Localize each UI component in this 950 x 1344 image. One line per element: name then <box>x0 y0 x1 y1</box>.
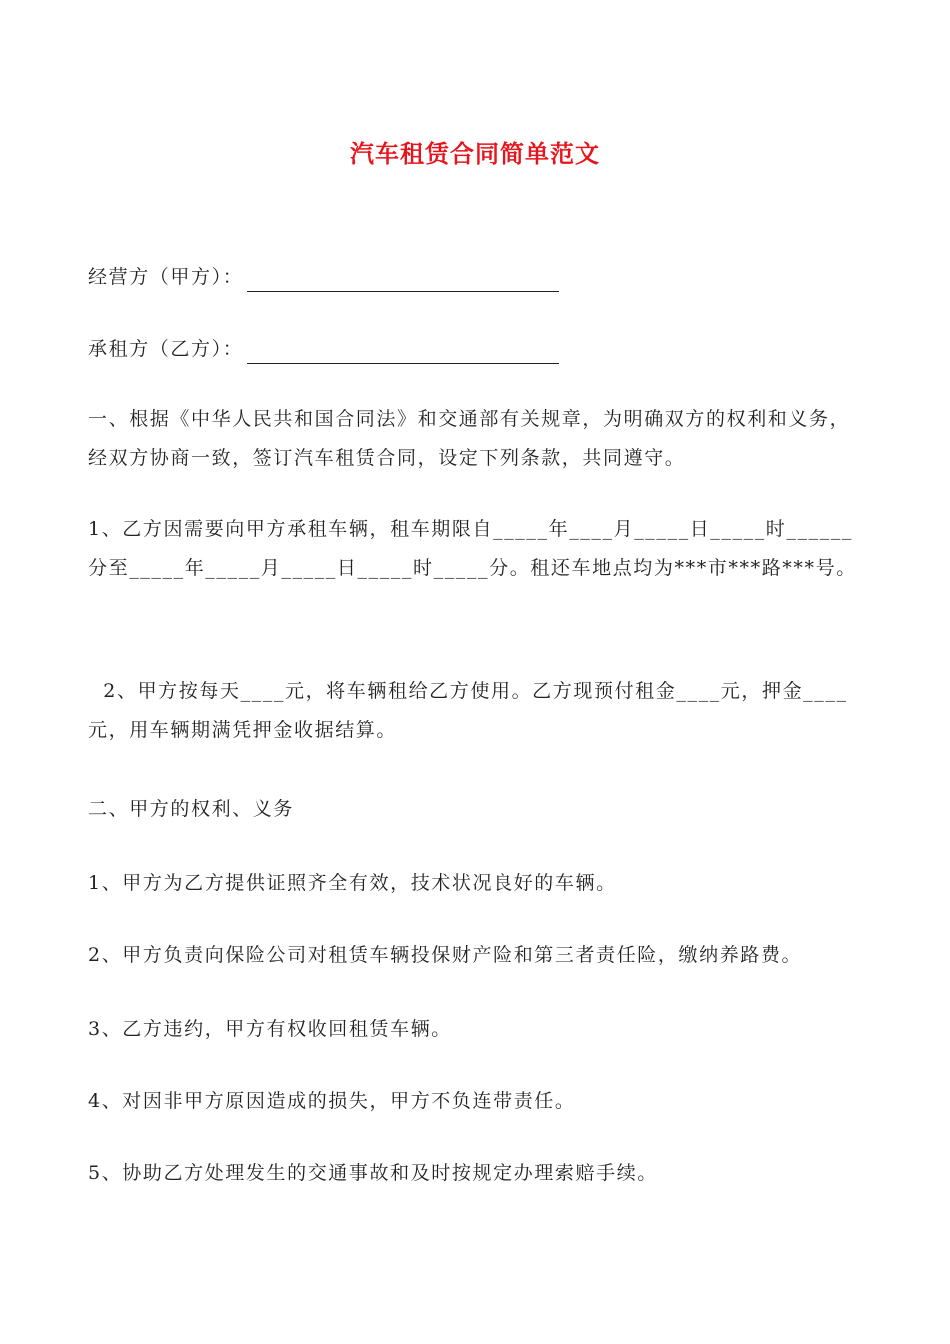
party-a-item-1: 1、甲方为乙方提供证照齐全有效，技术状况良好的车辆。 <box>88 872 617 894</box>
party-a-label: 经营方（甲方）： <box>88 266 244 288</box>
section-heading-party-a: 二、甲方的权利、义务 <box>88 798 295 820</box>
clause-intro: 一、根据《中华人民共和国合同法》和交通部有关规章，为明确双方的权利和义务，经双方协商一致，签订汽车租赁合同，设定下列条款，共同遵守。 <box>88 408 851 469</box>
party-a-item-2: 2、甲方负责向保险公司对租赁车辆投保财产险和第三者责任险，缴纳养路费。 <box>88 944 803 966</box>
party-a-row <box>88 262 559 292</box>
party-a-blank <box>247 273 559 292</box>
clause-2-rental-fee: 2、甲方按每天____元，将车辆租给乙方使用。乙方现预付租金____元，押金____元，用车辆期满凭押金收据结算。 <box>88 680 848 741</box>
party-a-item-4: 4、对因非甲方原因造成的损失，甲方不负连带责任。 <box>88 1090 576 1112</box>
party-b-row <box>88 334 559 364</box>
party-b-blank <box>247 345 559 364</box>
party-a-item-5: 5、协助乙方处理发生的交通事故和及时按规定办理索赔手续。 <box>88 1162 658 1184</box>
party-a-item-3: 3、乙方违约，甲方有权收回租赁车辆。 <box>88 1018 452 1040</box>
clause-1-rental-period: 1、乙方因需要向甲方承租车辆，租车期限自_____年____月_____日_____时______分至_____年_____月_____日_____时_____分。租还车地点均为***市***路***号。 <box>88 518 857 579</box>
document-title: 汽车租赁合同简单范文 <box>350 140 600 168</box>
party-b-label: 承租方（乙方）： <box>88 338 244 360</box>
